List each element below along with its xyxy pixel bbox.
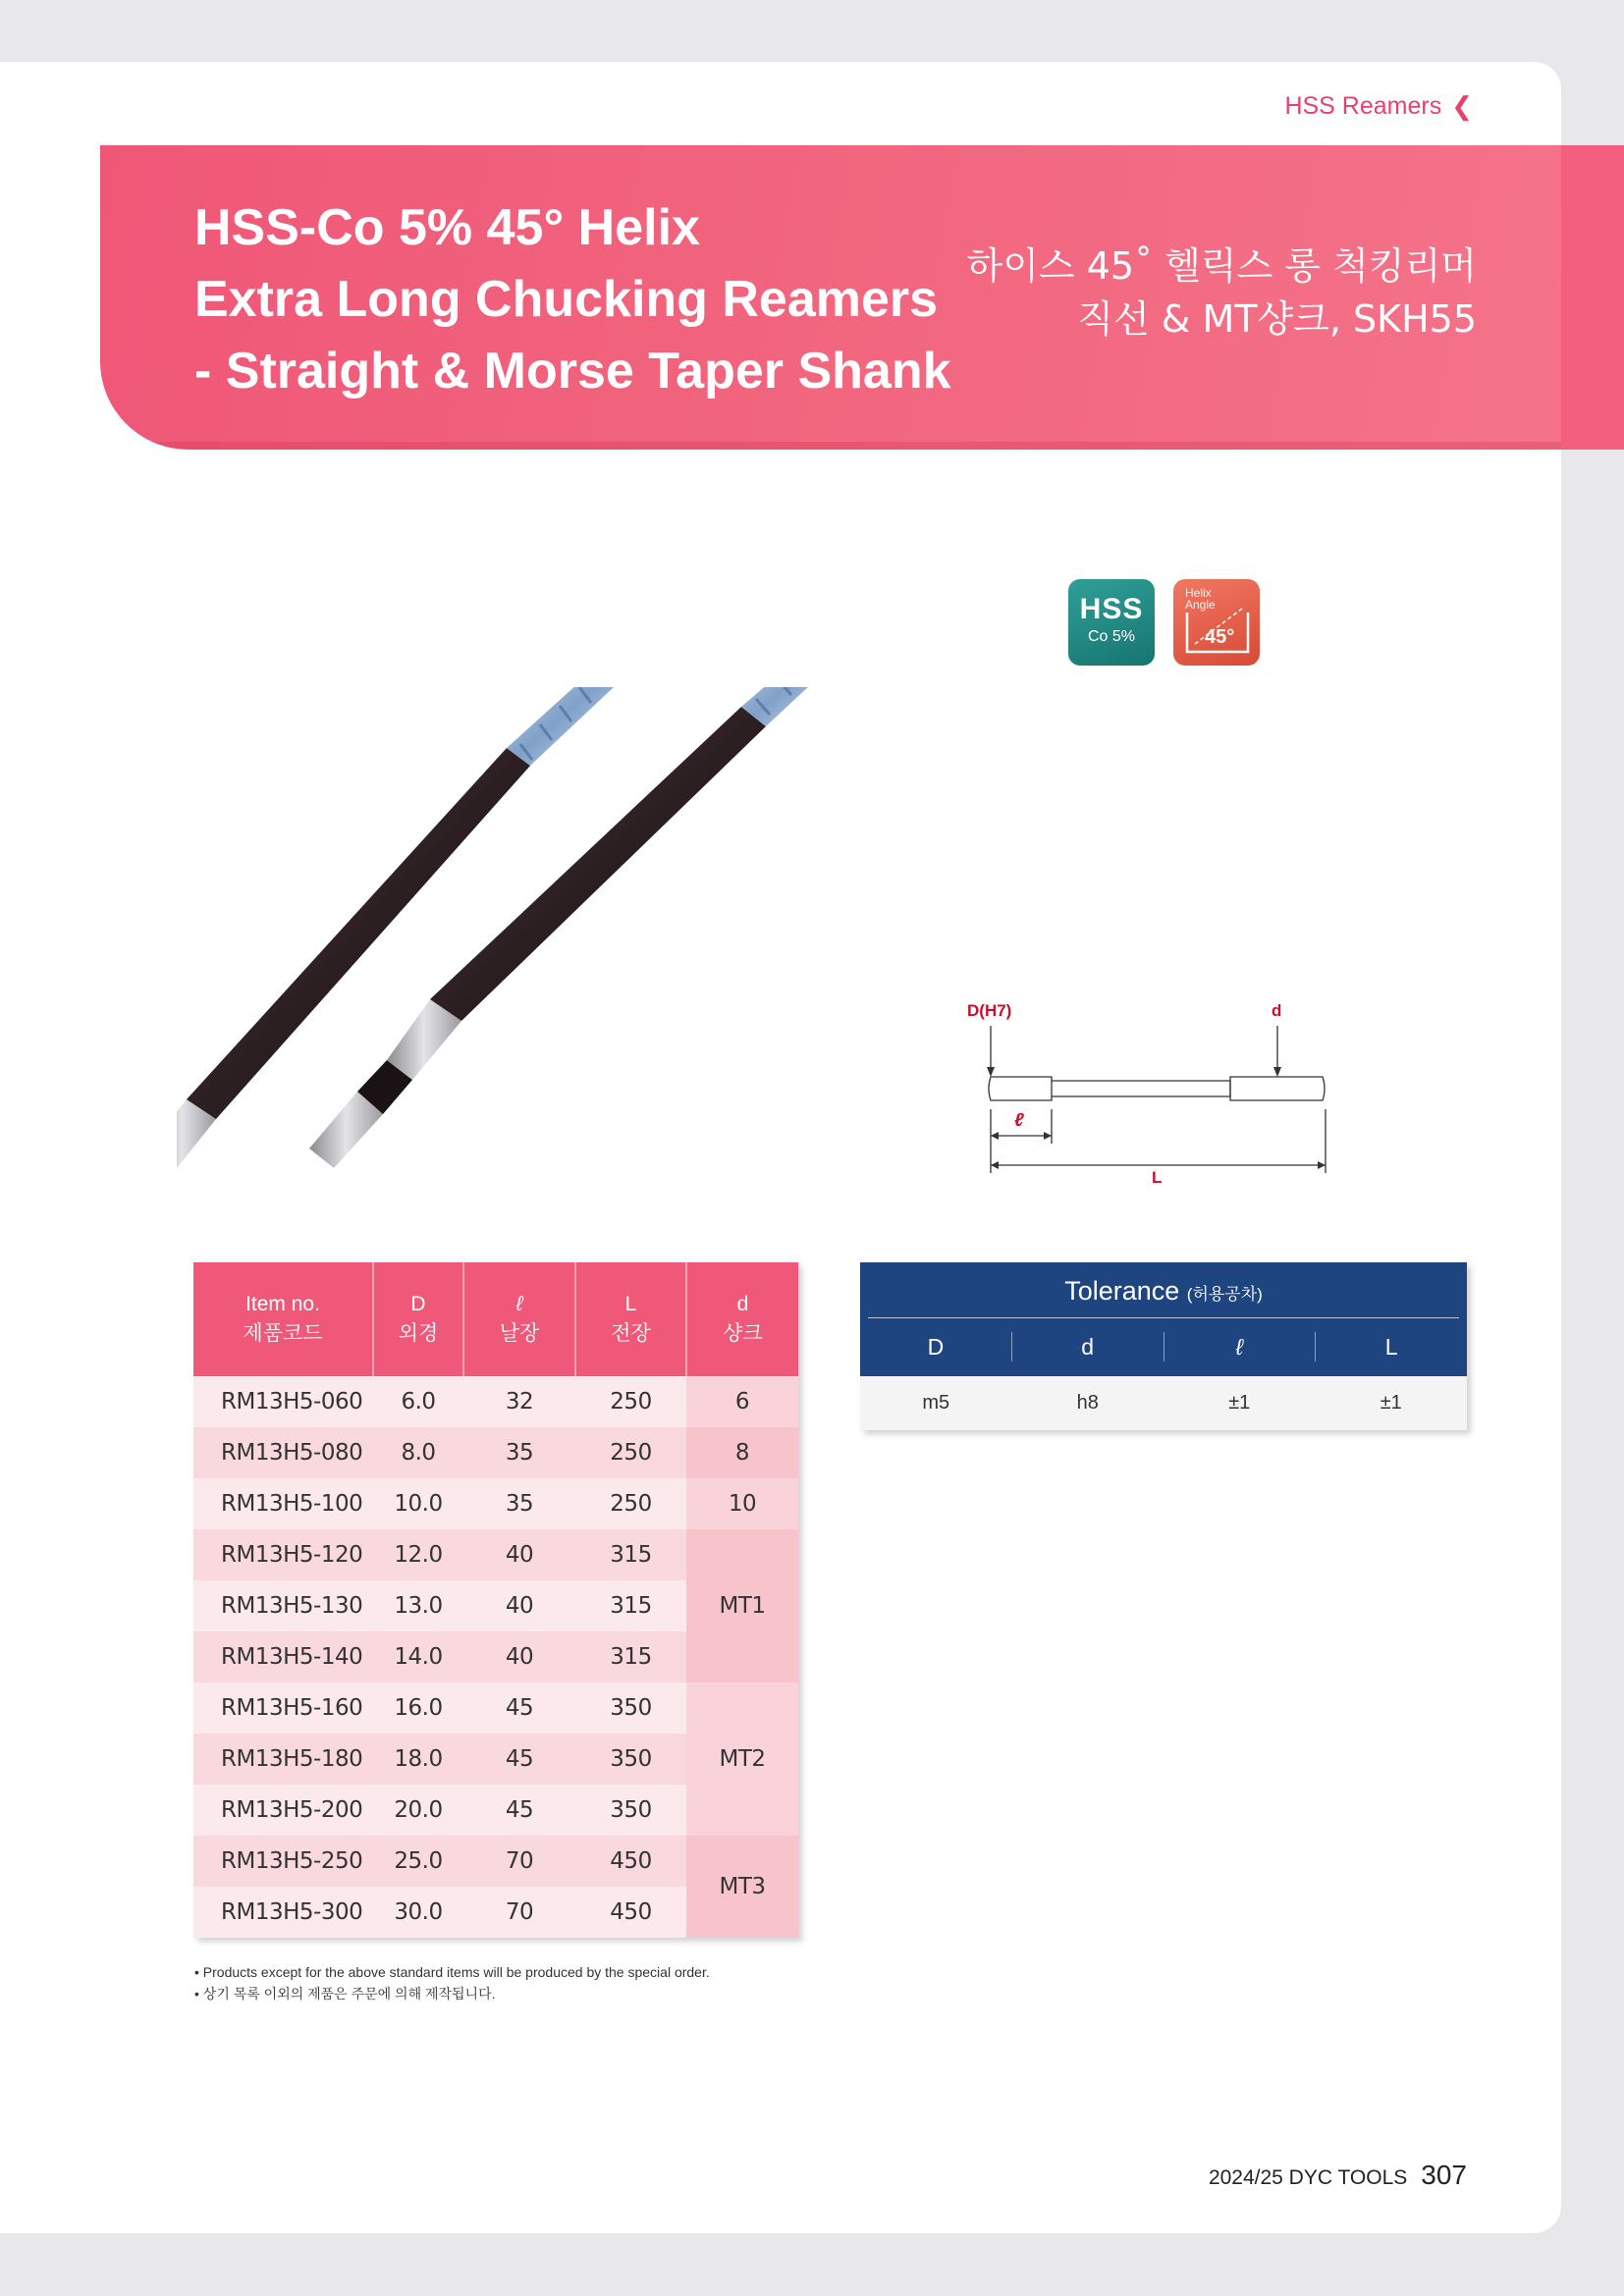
cell-shank: 8 bbox=[686, 1427, 798, 1478]
hss-badge-sub: Co 5% bbox=[1087, 628, 1136, 645]
header-L bbox=[575, 1262, 686, 1376]
cell-D: 18.0 bbox=[373, 1734, 463, 1785]
label-d: d bbox=[1272, 1001, 1282, 1020]
title-ko-line-1: 하이스 45˚ 헬릭스 롱 척킹리머 bbox=[966, 244, 1477, 288]
chevron-left-icon: ❮ bbox=[1451, 91, 1473, 121]
cell-L: 250 bbox=[575, 1427, 686, 1478]
cell-l: 40 bbox=[463, 1631, 575, 1682]
footer-brand: 2024/25 DYC TOOLS bbox=[1208, 2166, 1408, 2189]
tolerance-values-row bbox=[860, 1376, 1467, 1430]
cell-l: 40 bbox=[463, 1529, 575, 1580]
cell-D: 10.0 bbox=[373, 1478, 463, 1529]
header-D-en: D bbox=[410, 1293, 426, 1315]
cell-l: 35 bbox=[463, 1427, 575, 1478]
header-d-en: d bbox=[736, 1293, 749, 1315]
tolerance-title bbox=[868, 1262, 1459, 1318]
table-row bbox=[193, 1478, 798, 1529]
tolerance-title-en: Tolerance bbox=[1064, 1276, 1180, 1306]
cell-D: 14.0 bbox=[373, 1631, 463, 1682]
tolerance-value-l: ±1 bbox=[1228, 1392, 1251, 1414]
cell-code: RM13H5-160 bbox=[193, 1682, 373, 1734]
header-item-no-en: Item no. bbox=[245, 1293, 320, 1315]
cell-l: 70 bbox=[463, 1836, 575, 1887]
header-L-ko: 전장 bbox=[611, 1322, 651, 1345]
cell-l: 45 bbox=[463, 1682, 575, 1734]
cell-code: RM13H5-100 bbox=[193, 1478, 373, 1529]
cell-code: RM13H5-180 bbox=[193, 1734, 373, 1785]
helix-badge-line2: Angle bbox=[1185, 598, 1216, 612]
helix-badge-value: 45° bbox=[1205, 626, 1235, 648]
reamer-photo bbox=[177, 687, 943, 1178]
table-row bbox=[193, 1836, 798, 1887]
cell-L: 315 bbox=[575, 1631, 686, 1682]
cell-L: 250 bbox=[575, 1376, 686, 1427]
cell-D: 8.0 bbox=[373, 1427, 463, 1478]
header-D bbox=[373, 1262, 463, 1376]
tolerance-col-L: L bbox=[1384, 1334, 1398, 1360]
label-L: L bbox=[1152, 1168, 1163, 1187]
cell-code: RM13H5-060 bbox=[193, 1376, 373, 1427]
helix-badge-line1: Helix bbox=[1185, 586, 1212, 600]
tolerance-col-D: D bbox=[860, 1332, 1012, 1362]
page-footer bbox=[1209, 2160, 1467, 2191]
cell-l: 70 bbox=[463, 1887, 575, 1938]
header-L-en: L bbox=[624, 1293, 637, 1315]
tolerance-value-D: m5 bbox=[922, 1392, 950, 1414]
header-D-ko: 외경 bbox=[398, 1322, 439, 1345]
header-l bbox=[463, 1262, 575, 1376]
cell-code: RM13H5-200 bbox=[193, 1785, 373, 1836]
header-d-ko: 샹크 bbox=[723, 1322, 763, 1345]
section-label bbox=[1284, 91, 1473, 122]
cell-D: 25.0 bbox=[373, 1836, 463, 1887]
header-d bbox=[686, 1262, 798, 1376]
cell-code: RM13H5-250 bbox=[193, 1836, 373, 1887]
cell-code: RM13H5-300 bbox=[193, 1887, 373, 1938]
tolerance-col-d: d bbox=[1012, 1332, 1164, 1362]
footnote-en: • Products except for the above standard items will be produced by the special order. bbox=[194, 1964, 710, 1980]
reamer-outline-drawing bbox=[967, 996, 1340, 1193]
tolerance-value-d: h8 bbox=[1076, 1392, 1099, 1414]
cell-L: 315 bbox=[575, 1529, 686, 1580]
helix-angle-icon bbox=[1173, 579, 1260, 666]
tolerance-value-L: ±1 bbox=[1380, 1392, 1402, 1414]
label-l: ℓ bbox=[1014, 1110, 1024, 1131]
cell-shank-mt2: MT2 bbox=[686, 1682, 798, 1836]
cell-code: RM13H5-080 bbox=[193, 1427, 373, 1478]
cell-l: 32 bbox=[463, 1376, 575, 1427]
cell-D: 20.0 bbox=[373, 1785, 463, 1836]
cell-code: RM13H5-130 bbox=[193, 1580, 373, 1631]
cell-D: 12.0 bbox=[373, 1529, 463, 1580]
cell-l: 40 bbox=[463, 1580, 575, 1631]
cell-L: 350 bbox=[575, 1734, 686, 1785]
footnote-ko: • 상기 목록 이외의 제품은 주문에 의해 제작됩니다. bbox=[194, 1986, 496, 2002]
table-row bbox=[193, 1427, 798, 1478]
title-en bbox=[194, 192, 951, 407]
spec-table bbox=[193, 1262, 798, 1938]
cell-D: 30.0 bbox=[373, 1887, 463, 1938]
cell-code: RM13H5-120 bbox=[193, 1529, 373, 1580]
straight-shank-reamer bbox=[177, 687, 630, 1168]
cell-L: 450 bbox=[575, 1887, 686, 1938]
title-banner bbox=[100, 145, 1561, 450]
cell-l: 45 bbox=[463, 1734, 575, 1785]
cell-l: 45 bbox=[463, 1785, 575, 1836]
title-ko-line-2: 직선 & MT샹크, SKH55 bbox=[1077, 297, 1477, 341]
table-row bbox=[193, 1682, 798, 1734]
morse-taper-reamer bbox=[309, 687, 854, 1168]
header-item-no-ko: 제품코드 bbox=[243, 1322, 323, 1345]
cell-L: 350 bbox=[575, 1785, 686, 1836]
helix-angle-badge bbox=[1173, 579, 1260, 666]
cell-code: RM13H5-140 bbox=[193, 1631, 373, 1682]
title-ko bbox=[967, 240, 1477, 346]
cell-shank-mt1: MT1 bbox=[686, 1529, 798, 1682]
cell-L: 250 bbox=[575, 1478, 686, 1529]
cell-l: 35 bbox=[463, 1478, 575, 1529]
cell-D: 16.0 bbox=[373, 1682, 463, 1734]
title-en-line-1: HSS-Co 5% 45° Helix bbox=[194, 199, 700, 256]
header-l-ko: 날장 bbox=[499, 1322, 540, 1345]
section-label-text: HSS Reamers bbox=[1284, 92, 1442, 120]
tolerance-header bbox=[860, 1262, 1467, 1376]
cell-D: 6.0 bbox=[373, 1376, 463, 1427]
cell-shank-mt3: MT3 bbox=[686, 1836, 798, 1938]
title-en-line-2: Extra Long Chucking Reamers bbox=[194, 271, 939, 328]
label-D-H7: D(H7) bbox=[967, 1001, 1012, 1020]
tolerance-title-ko: (허용공차) bbox=[1186, 1285, 1263, 1304]
cell-L: 350 bbox=[575, 1682, 686, 1734]
dimension-drawing bbox=[967, 996, 1340, 1193]
header-item-no bbox=[193, 1262, 373, 1376]
tolerance-table bbox=[860, 1262, 1467, 1430]
cell-L: 315 bbox=[575, 1580, 686, 1631]
hss-badge bbox=[1068, 579, 1155, 666]
hss-badge-title: HSS bbox=[1079, 593, 1144, 625]
tolerance-col-l: ℓ bbox=[1164, 1332, 1317, 1362]
cell-shank: 6 bbox=[686, 1376, 798, 1427]
page-number: 307 bbox=[1421, 2160, 1467, 2190]
table-row bbox=[193, 1376, 798, 1427]
header-l-en: ℓ bbox=[515, 1293, 523, 1315]
cell-shank: 10 bbox=[686, 1478, 798, 1529]
table-row bbox=[193, 1529, 798, 1580]
spec-header-row bbox=[193, 1262, 798, 1376]
tolerance-columns bbox=[860, 1318, 1467, 1375]
cell-D: 13.0 bbox=[373, 1580, 463, 1631]
title-en-line-3: - Straight & Morse Taper Shank bbox=[194, 343, 951, 400]
side-tab bbox=[1561, 145, 1624, 450]
cell-L: 450 bbox=[575, 1836, 686, 1887]
footnotes bbox=[194, 1961, 710, 2004]
